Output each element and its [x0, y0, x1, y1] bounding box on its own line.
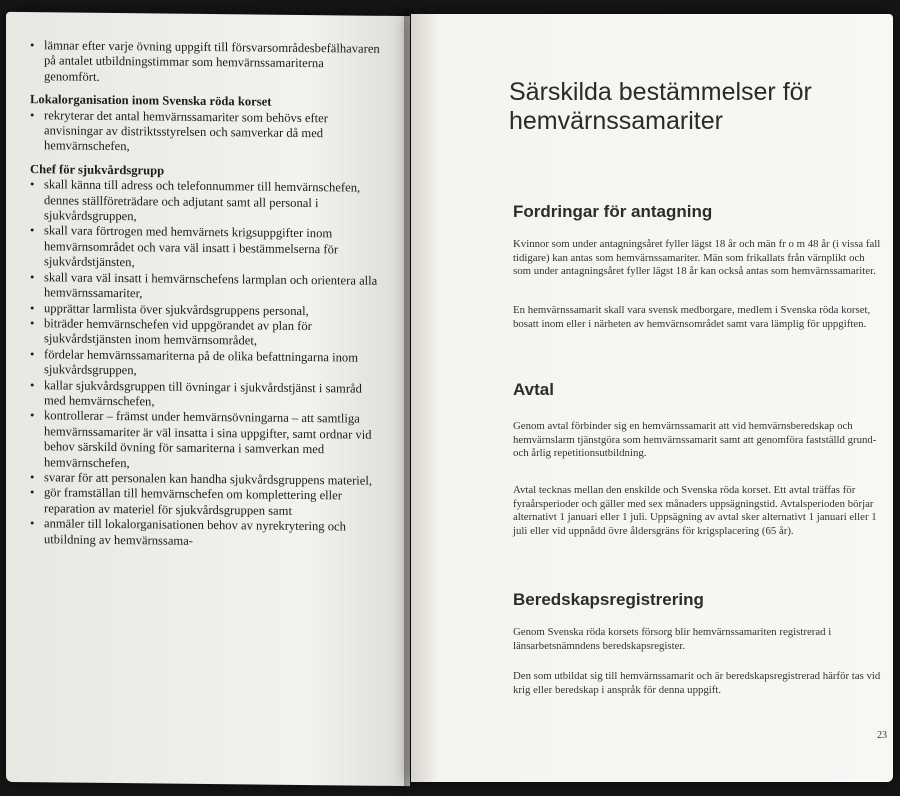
page-title: Särskilda bestämmelser för hemvärnssamariter — [509, 78, 812, 135]
paragraph: Avtal tecknas mellan den enskilde och Svenska röda korset. Ett avtal träffas för fyraårsperioder och gäller med sex månaders uppsägningstid. Avtalsperioden börjar alternativt 1 januari eller 1 juli. Uppsägning av avtal sker alternativt 1 januari eller 1 juli eller vid uppnådd övre åldersgräns för krigsplacering (65 år). — [513, 484, 877, 537]
list-item: • kontrollerar – främst under hemvärnsövningarna – att samtliga hemvärnssamariter är väl insatta i sina uppgifter, samt ordnar vid behov särskild övning för samariterna i samverkan med hemvärnschefen, — [30, 408, 380, 473]
list-item: • biträder hemvärnschefen vid uppgörandet av plan för sjukvårdstjänsten inom hemvärnsområdet, — [30, 316, 380, 350]
paragraph: Genom avtal förbinder sig en hemvärnssamarit att vid hemvärnsberedskap och hemvärnslarm tjänstgöra som hemvärnssamarit samt att genomföra fastställd grund- och årlig repetitionsutbildning. — [513, 420, 877, 460]
paragraph: Kvinnor som under antagningsåret fyller lägst 18 år och män fr o m 48 år (i vissa fall tidigare) kan antas som hemvärnssamariter. Män som frikallats från värnplikt och som under antagningsåret fyller lägst 18 år kan också antas som hemvärnssamariter. — [513, 238, 881, 278]
paragraph: Genom Svenska röda korsets försorg blir hemvärnssamariten registrerad i länsarbetsnämndens beredskapsregister. — [513, 626, 832, 652]
intro-bullet: • lämnar efter varje övning uppgift till försvarsområdesbefälhavaren på antalet utbildningstimmar som hemvärnssamariterna genomfört. — [30, 38, 380, 88]
list-item: • rekryterar det antal hemvärnssamariter som behövs efter anvisningar av distriktsstyrelsen och samverkar då med hemvärnschefen, — [30, 108, 380, 158]
list-item: • skall känna till adress och telefonnummer till hemvärnschefen, dennes ställföreträdare och adjutant samt all personal i sjukvårdsgruppen, — [30, 177, 380, 227]
section-heading-chef: Chef för sjukvårdsgrupp — [30, 161, 165, 178]
list-item: • fördelar hemvärnssamariterna på de olika befattningarna inom sjukvårdsgruppen, — [30, 347, 380, 381]
paragraph: Den som utbildat sig till hemvärnssamarit och är beredskapsregistrerad härför tas vid krig eller beredskap i anspråk för denna uppgift. — [513, 670, 881, 696]
section-heading-lokalorganisation: Lokalorganisation inom Svenska röda korset — [30, 92, 272, 109]
right-page — [411, 14, 893, 782]
list-item: • svarar för att personalen kan handha sjukvårdsgruppens materiel, — [30, 470, 380, 489]
list-item: • kallar sjukvårdsgruppen till övningar i sjukvårdstjänst i samråd med hemvärnschefen, — [30, 378, 380, 412]
list-item: • anmäler till lokalorganisationen behov av nyrekrytering och utbildning av hemvärnssama- — [30, 516, 380, 550]
list-item: • skall vara väl insatt i hemvärnschefens larmplan och orientera alla hemvärnssamariter, — [30, 270, 380, 304]
section-heading-fordringar: Fordringar för antagning — [513, 202, 713, 221]
left-page — [6, 12, 410, 786]
list-item: • skall vara förtrogen med hemvärnets krigsuppgifter inom hemvärnsområdet och vara väl insatt i bestämmelserna för sjukvårdstjänsten, — [30, 224, 380, 274]
page-number: 23 — [877, 730, 887, 741]
list-item: • gör framställan till hemvärnschefen om komplettering eller reparation av materiel för sjukvårdsgruppen samt — [30, 486, 380, 520]
section-heading-beredskap: Beredskapsregistrering — [513, 590, 704, 609]
paragraph: En hemvärnssamarit skall vara svensk medborgare, medlem i Svenska röda korset, bosatt inom eller i närheten av hemvärnsområdet samt vara lämplig för uppgiften. — [513, 304, 871, 330]
list-item: • upprättar larmlista över sjukvårdsgruppens personal, — [30, 301, 380, 320]
left-page-content — [30, 38, 380, 551]
section-heading-avtal: Avtal — [513, 380, 554, 399]
